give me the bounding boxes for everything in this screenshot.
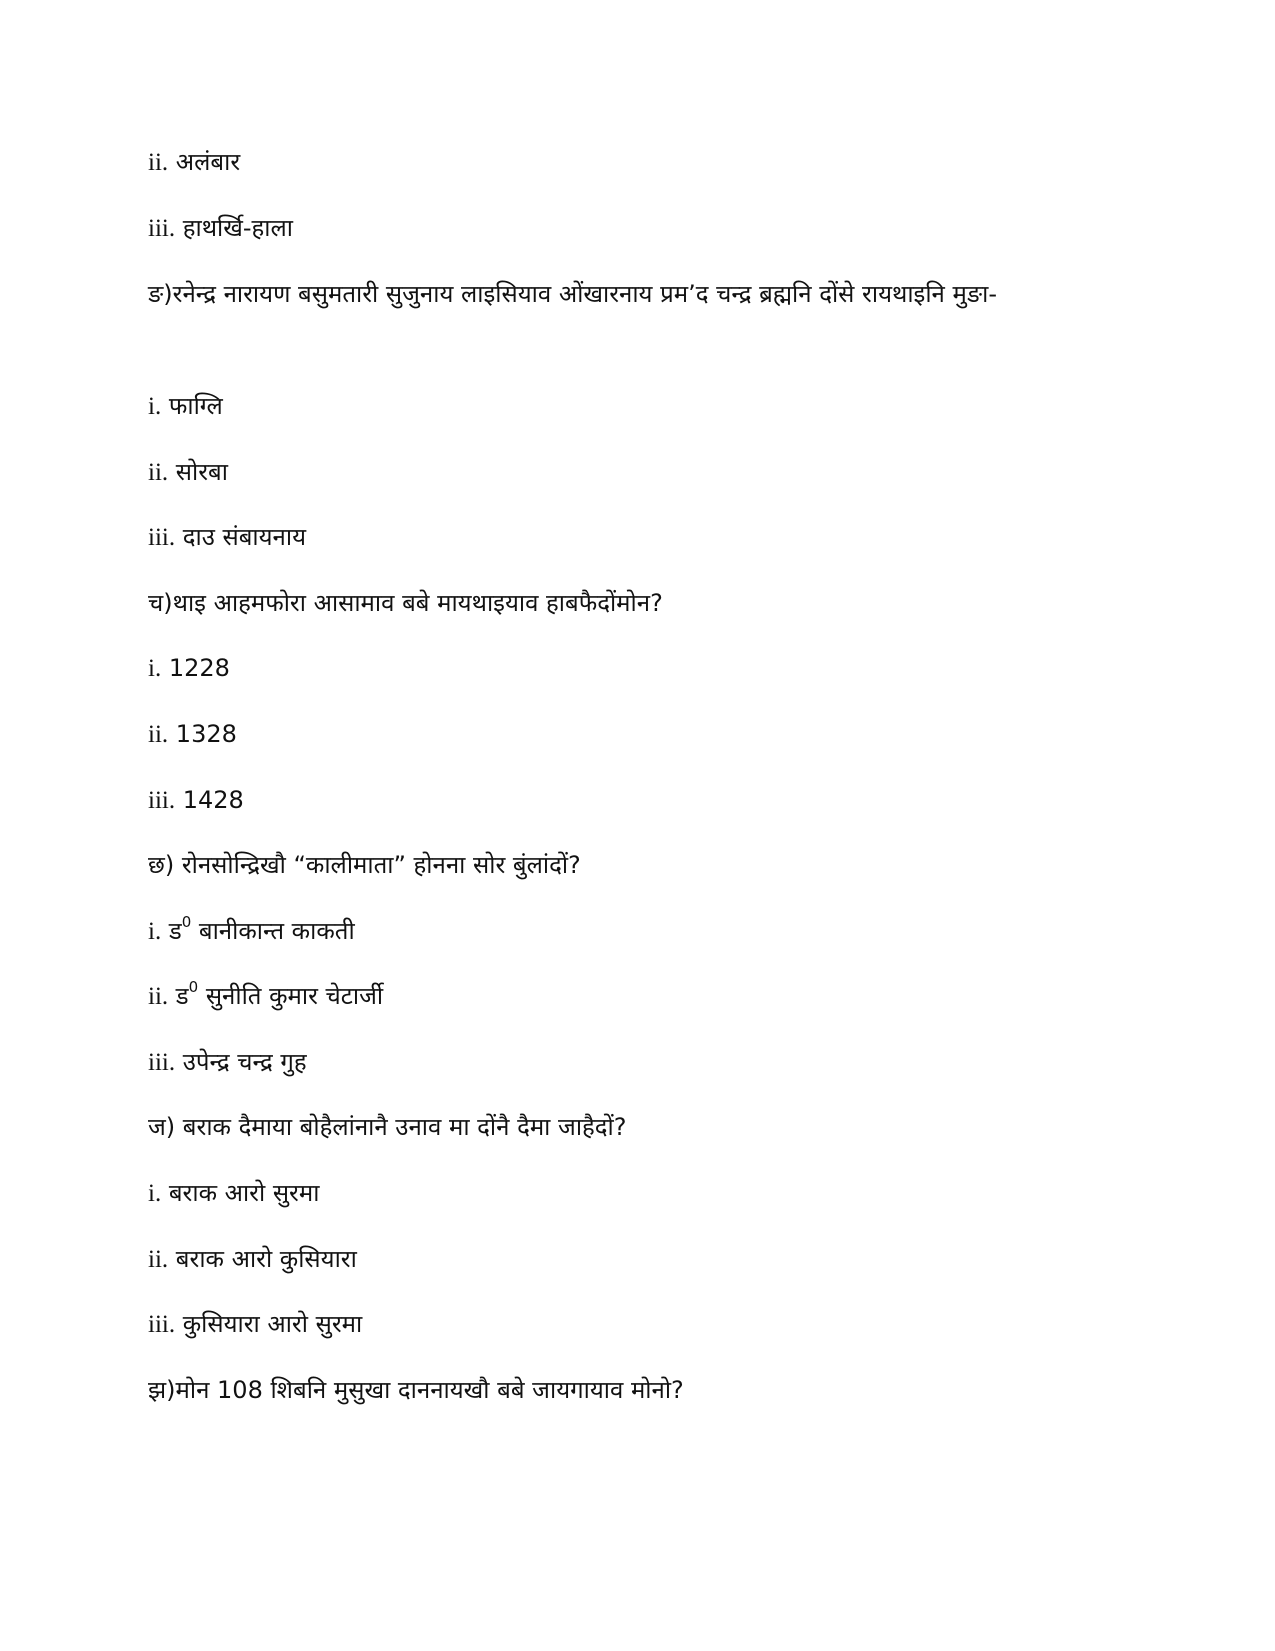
option-i [148, 652, 230, 685]
option-prefix: ड [175, 982, 189, 1010]
question-nga [148, 270, 1128, 318]
question-text: झ)मोन 108 शिबनि मुसुखा दाननायखौ बबे जायगायाव मोनो? [148, 1376, 684, 1404]
option-text: बानीकान्त काकती [198, 917, 355, 945]
option-number: i. [148, 393, 162, 420]
option-text: अलंबार [175, 148, 241, 176]
option-text: बराक आरो सुरमा [168, 1179, 320, 1207]
option-text: बराक आरो कुसियारा [175, 1245, 357, 1273]
option-superscript: 0 [188, 978, 199, 996]
question-jha [148, 1374, 684, 1406]
option-number: iii. [148, 1049, 176, 1076]
option-text: सुनीति कुमार चेटार्जी [205, 982, 384, 1010]
question-ja [148, 1111, 626, 1143]
option-i [148, 390, 223, 423]
option-ii [148, 146, 240, 179]
option-text: उपेन्द्र चन्द्र गुह [182, 1048, 307, 1076]
option-iii [148, 1046, 307, 1079]
option-prefix: ड [168, 917, 182, 945]
option-number: ii. [148, 459, 169, 486]
option-ii [148, 718, 237, 751]
option-ii [148, 980, 383, 1013]
option-text: दाउ संबायनाय [182, 523, 306, 551]
option-number: iii. [148, 215, 176, 242]
option-text: फाग्लि [168, 392, 223, 420]
option-text: 1228 [168, 654, 230, 682]
option-number: iii. [148, 1311, 176, 1338]
option-i [148, 915, 355, 948]
option-number: i. [148, 918, 162, 945]
option-number: ii. [148, 983, 169, 1010]
question-text: छ) रोनसोन्द्रिखौ “कालीमाता” होनना सोर बुंलांदों? [148, 851, 581, 879]
option-text: हाथर्खि-हाला [182, 214, 293, 242]
option-i [148, 1177, 319, 1210]
question-text: ङ)रनेन्द्र नारायण बसुमतारी सुजुनाय लाइसियाव ओंखारनाय प्रम’द चन्द्र ब्रह्मनि दोंसे रायथाइनि मुङा- [148, 280, 998, 308]
option-number: ii. [148, 149, 169, 176]
option-iii [148, 784, 244, 817]
option-ii [148, 1243, 357, 1276]
question-text: ज) बराक दैमाया बोहैलांनानै उनाव मा दोंनै दैमा जाहैदों? [148, 1113, 627, 1141]
option-number: ii. [148, 721, 169, 748]
option-iii [148, 1308, 362, 1341]
option-number: iii. [148, 787, 176, 814]
option-text: कुसियारा आरो सुरमा [182, 1310, 363, 1338]
option-iii [148, 521, 306, 554]
question-chha [148, 849, 581, 881]
option-text: 1328 [175, 720, 237, 748]
option-number: iii. [148, 524, 176, 551]
option-iii [148, 212, 293, 245]
option-number: i. [148, 1180, 162, 1207]
option-number: ii. [148, 1246, 169, 1273]
option-ii [148, 456, 228, 489]
question-text: च)थाइ आहमफोरा आसामाव बबे मायथाइयाव हाबफैदोंमोन? [148, 589, 663, 617]
question-cha [148, 587, 663, 619]
option-number: i. [148, 655, 162, 682]
option-text: सोरबा [175, 458, 228, 486]
option-superscript: 0 [181, 913, 192, 931]
option-text: 1428 [182, 786, 244, 814]
